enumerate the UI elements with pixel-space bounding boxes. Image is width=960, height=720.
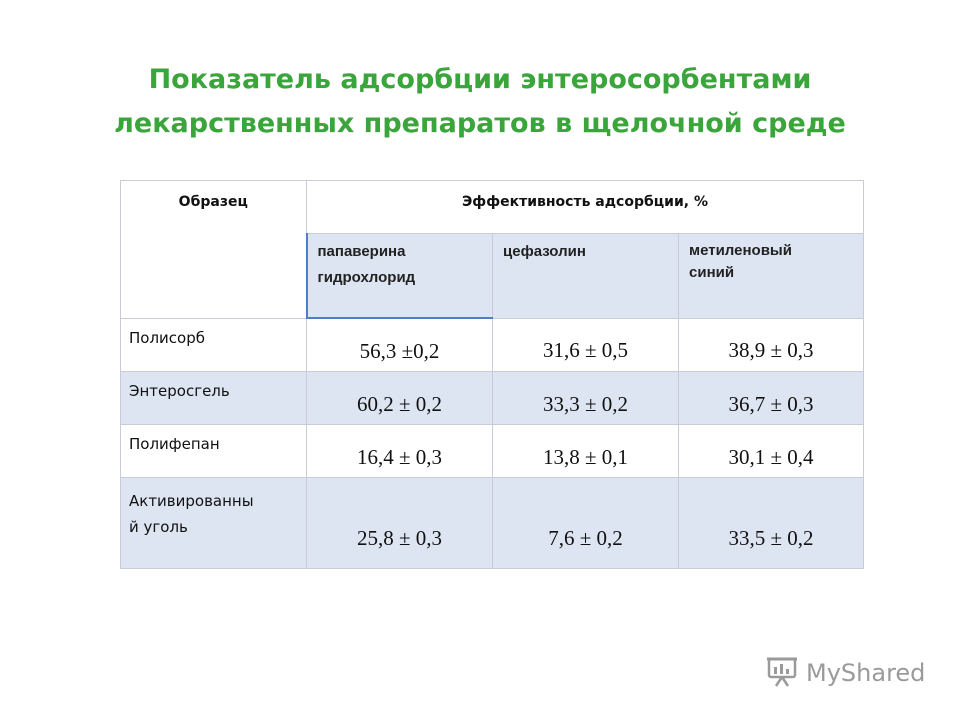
value: 56,3 ±0,2	[359, 338, 440, 363]
value: 7,6 ± 0,2	[548, 525, 623, 550]
subheader-papaverine-line1: папаверина	[317, 243, 406, 260]
header-efficiency-cell	[307, 181, 864, 234]
myshared-logo	[766, 656, 925, 690]
subheader-methylene-line1: метиленовый	[689, 242, 792, 259]
value-cell	[307, 372, 493, 425]
row-name-cell	[121, 478, 307, 569]
row-name: Энтеросгель	[129, 382, 230, 400]
value-cell	[493, 425, 679, 478]
subheader-cefazolin-label: цефазолин	[503, 243, 586, 260]
row-name: Полифепан	[129, 435, 220, 453]
table-row	[121, 372, 864, 425]
subheader-methylene-blue	[679, 234, 864, 319]
title-line-2: лекарственных препаратов в щелочной среде	[114, 108, 846, 139]
value: 25,8 ± 0,3	[356, 525, 443, 550]
row-name-cell	[121, 318, 307, 372]
value-cell	[307, 318, 493, 372]
value: 33,3 ± 0,2	[542, 391, 629, 416]
value: 33,5 ± 0,2	[728, 525, 814, 550]
value-cell	[679, 478, 864, 569]
title-line-1: Показатель адсорбции энтеросорбентами	[148, 64, 812, 95]
header-sample-cell	[121, 181, 307, 319]
value-cell	[307, 425, 493, 478]
value: 60,2 ± 0,2	[356, 391, 443, 416]
value: 31,6 ± 0,5	[542, 338, 629, 363]
value-cell	[493, 318, 679, 372]
row-name-cell	[121, 425, 307, 478]
adsorption-table	[120, 180, 864, 569]
value-cell	[307, 478, 493, 569]
header-efficiency: Эффективность адсорбции, %	[462, 194, 708, 210]
logo-text: MyShared	[806, 659, 926, 687]
slide-title	[40, 58, 920, 146]
row-name-line2: й уголь	[129, 518, 188, 536]
value: 30,1 ± 0,4	[728, 444, 814, 469]
value: 36,7 ± 0,3	[728, 391, 814, 416]
value-cell	[493, 478, 679, 569]
table-row	[121, 478, 864, 569]
subheader-methylene-line2: синий	[689, 264, 735, 281]
header-sample: Образец	[178, 194, 248, 210]
row-name-cell	[121, 372, 307, 425]
header-row	[121, 181, 864, 234]
subheader-cefazolin	[493, 234, 679, 319]
table-row	[121, 318, 864, 372]
row-name: Полисорб	[129, 328, 205, 347]
value: 13,8 ± 0,1	[542, 444, 629, 469]
value: 16,4 ± 0,3	[356, 444, 443, 469]
value-cell	[493, 372, 679, 425]
table-row	[121, 425, 864, 478]
value-cell	[679, 318, 864, 372]
value-cell	[679, 425, 864, 478]
subheader-papaverine	[307, 234, 493, 319]
value: 38,9 ± 0,3	[728, 338, 814, 363]
presentation-icon	[766, 655, 800, 691]
value-cell	[679, 372, 864, 425]
subheader-papaverine-line2: гидрохлорид	[317, 269, 416, 286]
row-name-line1: Активированны	[129, 492, 254, 510]
